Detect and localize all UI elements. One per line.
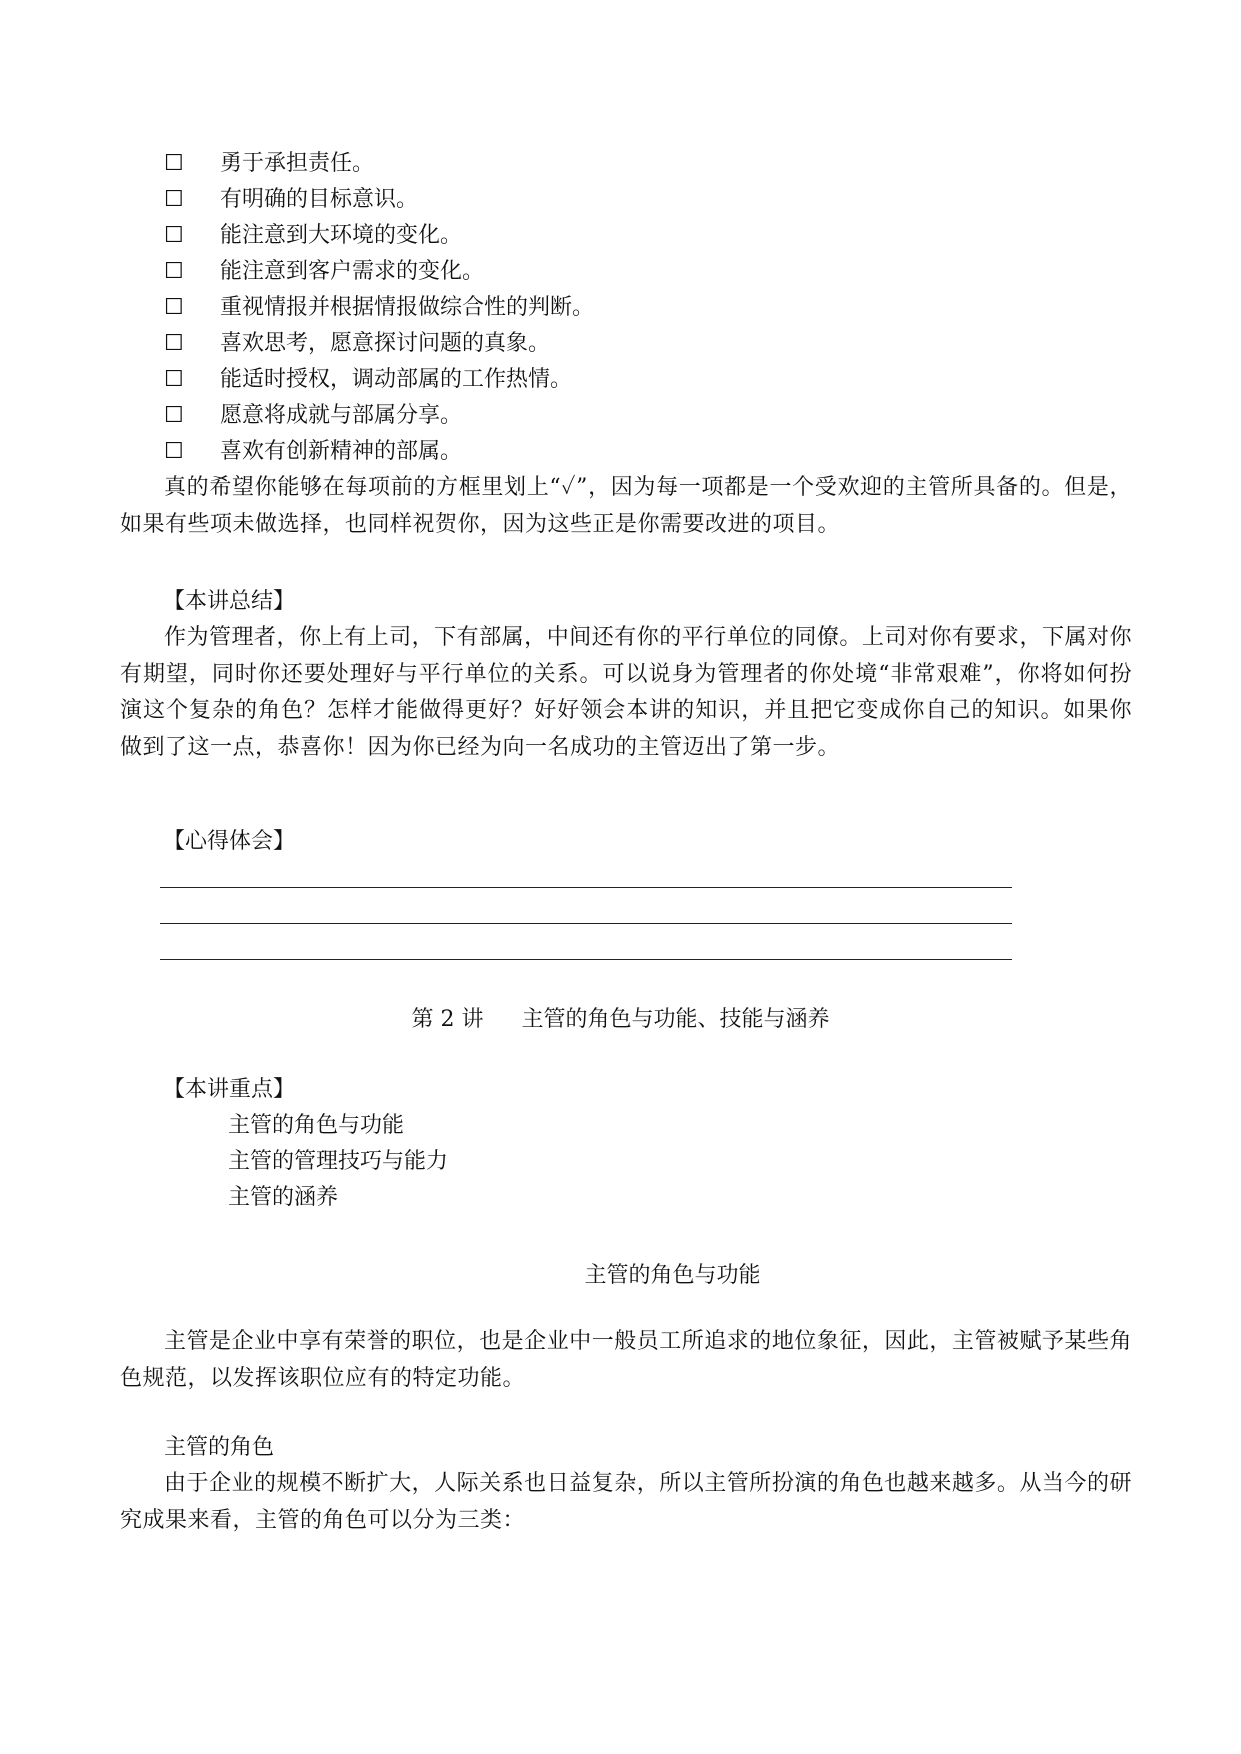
checklist-item-label: 愿意将成就与部属分享。: [220, 403, 463, 428]
checkbox-icon[interactable]: ☐: [164, 403, 184, 428]
checklist-item: [164, 218, 462, 254]
checkbox-icon[interactable]: ☐: [164, 331, 184, 356]
reflection-heading: 【心得体会】: [163, 829, 296, 854]
checklist-item: [164, 326, 550, 362]
focus-item: 主管的管理技巧与能力: [228, 1149, 449, 1174]
checklist-note: 真的希望你能够在每项前的方框里划上“✓”，因为每一项都是一个受欢迎的主管所具备的。但是，如果有些项未做选择，也同样祝贺你，因为这些正是你需要改进的项目。: [120, 475, 1132, 537]
checkbox-icon[interactable]: ☐: [164, 439, 184, 464]
checkbox-icon[interactable]: ☐: [164, 295, 184, 320]
section-subheading: 主管的角色: [164, 1435, 275, 1460]
checklist-item-label: 能注意到客户需求的变化。: [220, 259, 485, 284]
writing-line[interactable]: [160, 923, 1012, 924]
checklist-item: [164, 290, 594, 326]
section-body: 由于企业的规模不断扩大，人际关系也日益复杂，所以主管所扮演的角色也越来越多。从当今的研究成果来看，主管的角色可以分为三类：: [120, 1471, 1132, 1533]
summary-paragraph: 作为管理者，你上有上司，下有部属，中间还有你的平行单位的同僚。上司对你有要求，下属对你有期望，同时你还要处理好与平行单位的关系。可以说身为管理者的你处境“非常艰难”，你将如何扮演这个复杂的角色？怎样才能做得更好？好好领会本讲的知识，并且把它变成你自己的知识。如果你做到了这一点，恭喜你！因为你已经为向一名成功的主管迈出了第一步。: [120, 625, 1132, 760]
checklist-item-label: 能适时授权，调动部属的工作热情。: [220, 367, 573, 392]
checklist-item-label: 重视情报并根据情报做综合性的判断。: [220, 295, 595, 320]
checkbox-icon[interactable]: ☐: [164, 367, 184, 392]
section-intro: 主管是企业中享有荣誉的职位，也是企业中一般员工所追求的地位象征，因此，主管被赋予某些角色规范，以发挥该职位应有的特定功能。: [120, 1329, 1132, 1391]
chapter-title-text: 主管的角色与功能、技能与涵养: [521, 1007, 830, 1032]
section-title: 主管的角色与功能: [584, 1263, 761, 1288]
checklist-item: [164, 434, 462, 470]
chapter-number: 第 2 讲: [411, 1007, 484, 1032]
checklist-item: [164, 182, 418, 218]
writing-line[interactable]: [160, 887, 1012, 888]
focus-heading: 【本讲重点】: [163, 1077, 296, 1102]
checklist-item: [164, 362, 572, 398]
checklist-item-label: 喜欢有创新精神的部属。: [220, 439, 463, 464]
checkbox-icon[interactable]: ☐: [164, 223, 184, 248]
checkbox-icon[interactable]: ☐: [164, 187, 184, 212]
checklist-item: [164, 146, 374, 182]
focus-item: 主管的角色与功能: [228, 1113, 405, 1138]
checklist-item-label: 勇于承担责任。: [220, 151, 375, 176]
checkbox-icon[interactable]: ☐: [164, 151, 184, 176]
checklist-item-label: 能注意到大环境的变化。: [220, 223, 463, 248]
checklist-item: [164, 254, 484, 290]
summary-heading: 【本讲总结】: [163, 589, 296, 614]
chapter-title: [0, 1002, 1241, 1038]
checkbox-icon[interactable]: ☐: [164, 259, 184, 284]
checklist-item-label: 有明确的目标意识。: [220, 187, 419, 212]
checklist-item: [164, 398, 462, 434]
writing-line[interactable]: [160, 959, 1012, 960]
checklist-item-label: 喜欢思考，愿意探讨问题的真象。: [220, 331, 551, 356]
focus-item: 主管的涵养: [228, 1185, 339, 1210]
